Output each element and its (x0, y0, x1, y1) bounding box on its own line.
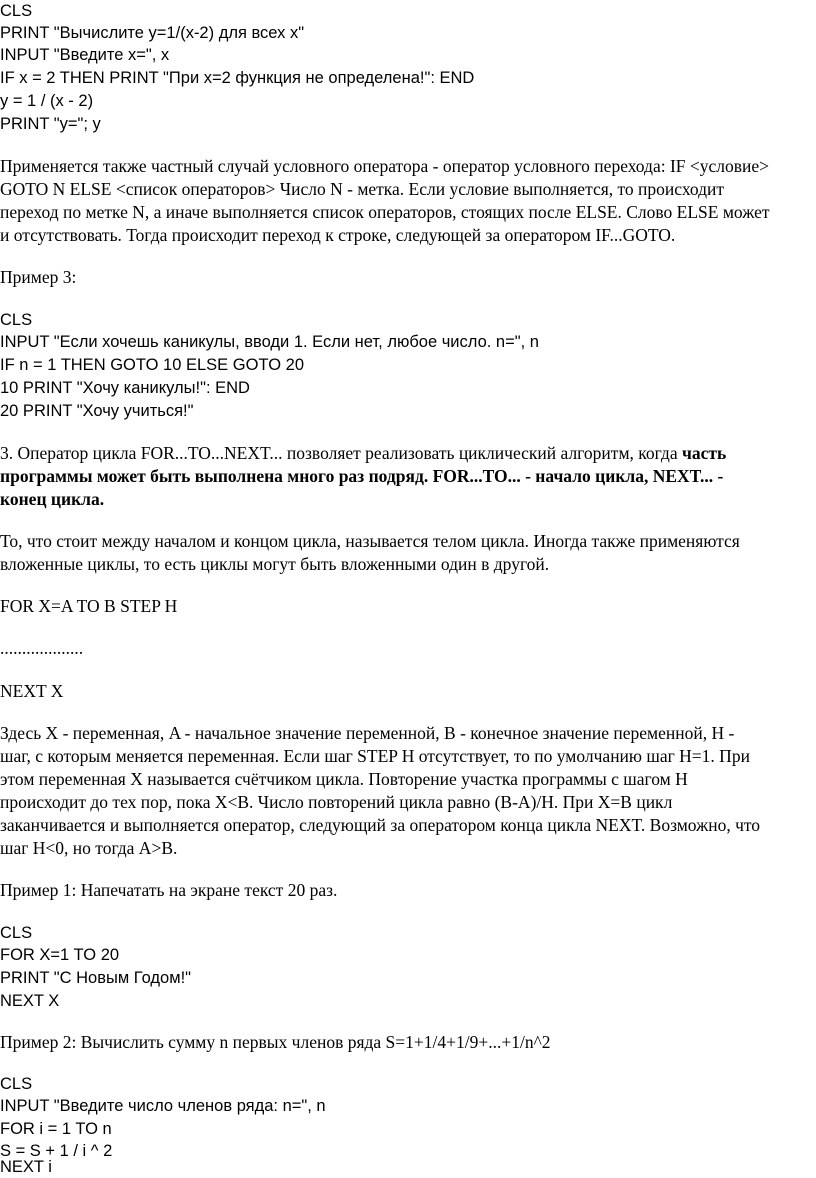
paragraph-line (0, 442, 726, 464)
code-line: PRINT "С Новым Годом!" (0, 969, 192, 987)
code-line: PRINT "y="; y (0, 115, 101, 133)
example-heading: Пример 1: Напечатать на экране текст 20 раз. (0, 880, 338, 900)
code-line: INPUT "Если хочешь каникулы, вводи 1. Если нет, любое число. n=", n (0, 333, 539, 351)
for-syntax: FOR X=A TO B STEP H (0, 596, 178, 616)
paragraph-line: и отсутствовать. Тогда происходит переход к строке, следующей за оператором IF...GOTO. (0, 225, 676, 245)
code-line: S = S + 1 / i ^ 2 (0, 1142, 113, 1160)
code-line: IF x = 2 THEN PRINT "При x=2 функция не определена!": END (0, 69, 475, 87)
loop-body-dots: ................... (0, 638, 84, 658)
code-line: NEXT X (0, 992, 60, 1010)
paragraph-line: То, что стоит между началом и концом цикла, называется телом цикла. Иногда также применяются (0, 531, 740, 551)
code-line: PRINT "Вычислите y=1/(x-2) для всех x" (0, 24, 305, 42)
paragraph-line: заканчивается и выполняется оператор, следующий за оператором конца цикла NEXT. Возможно, что (0, 815, 761, 835)
paragraph-line: шаг H<0, но тогда A>B. (0, 838, 178, 858)
paragraph-line: этом переменная X называется счётчиком цикла. Повторение участка программы с шагом H (0, 769, 688, 789)
paragraph-line: переход по метке N, а иначе выполняется список операторов, стоящих после ELSE. Слово ELSE может (0, 202, 770, 222)
code-line: INPUT "Введите число членов ряда: n=", n (0, 1097, 326, 1115)
code-line: INPUT "Введите x=", x (0, 46, 170, 64)
paragraph-bold-line: программы может быть выполнена много раз подряд. FOR...TO... - начало цикла, NEXT... - (0, 466, 724, 486)
code-line: 20 PRINT "Хочу учиться!" (0, 402, 194, 420)
example-heading: Пример 3: (0, 267, 77, 287)
example-heading: Пример 2: Вычислить сумму n первых членов ряда S=1+1/4+1/9+...+1/n^2 (0, 1032, 551, 1052)
code-line: 10 PRINT "Хочу каникулы!": END (0, 379, 250, 397)
paragraph-bold-line: конец цикла. (0, 489, 105, 509)
next-syntax: NEXT X (0, 681, 64, 701)
paragraph-line: Применяется также частный случай условного оператора - оператор условного перехода: IF <условие> (0, 156, 770, 176)
code-line: CLS (0, 2, 33, 20)
code-line: CLS (0, 924, 33, 942)
code-line: CLS (0, 1075, 33, 1093)
paragraph-line: Здесь X - переменная, A - начальное значение переменной, B - конечное значение переменной, H - (0, 723, 735, 743)
code-line: FOR i = 1 TO n (0, 1120, 112, 1138)
paragraph-line: шаг, с которым меняется переменная. Если шаг STEP H отсутствует, то по умолчанию шаг H=1. При (0, 746, 750, 766)
code-line: y = 1 / (x - 2) (0, 92, 94, 110)
code-line: FOR X=1 TO 20 (0, 946, 120, 964)
paragraph-bold-text: часть (681, 443, 727, 463)
paragraph-line: GOTO N ELSE <список операторов> Число N - метка. Если условие выполняется, то происходит (0, 179, 725, 199)
code-line: CLS (0, 311, 33, 329)
paragraph-text: 3. Оператор цикла FOR...TO...NEXT... позволяет реализовать циклический алгоритм, когда (0, 443, 682, 463)
code-line: NEXT i (0, 1158, 52, 1176)
paragraph-line: происходит до тех пор, пока X<B. Число повторений цикла равно (B-A)/H. При X=B цикл (0, 792, 673, 812)
code-line: IF n = 1 THEN GOTO 10 ELSE GOTO 20 (0, 356, 304, 374)
paragraph-line: вложенные циклы, то есть циклы могут быть вложенными один в другой. (0, 554, 550, 574)
